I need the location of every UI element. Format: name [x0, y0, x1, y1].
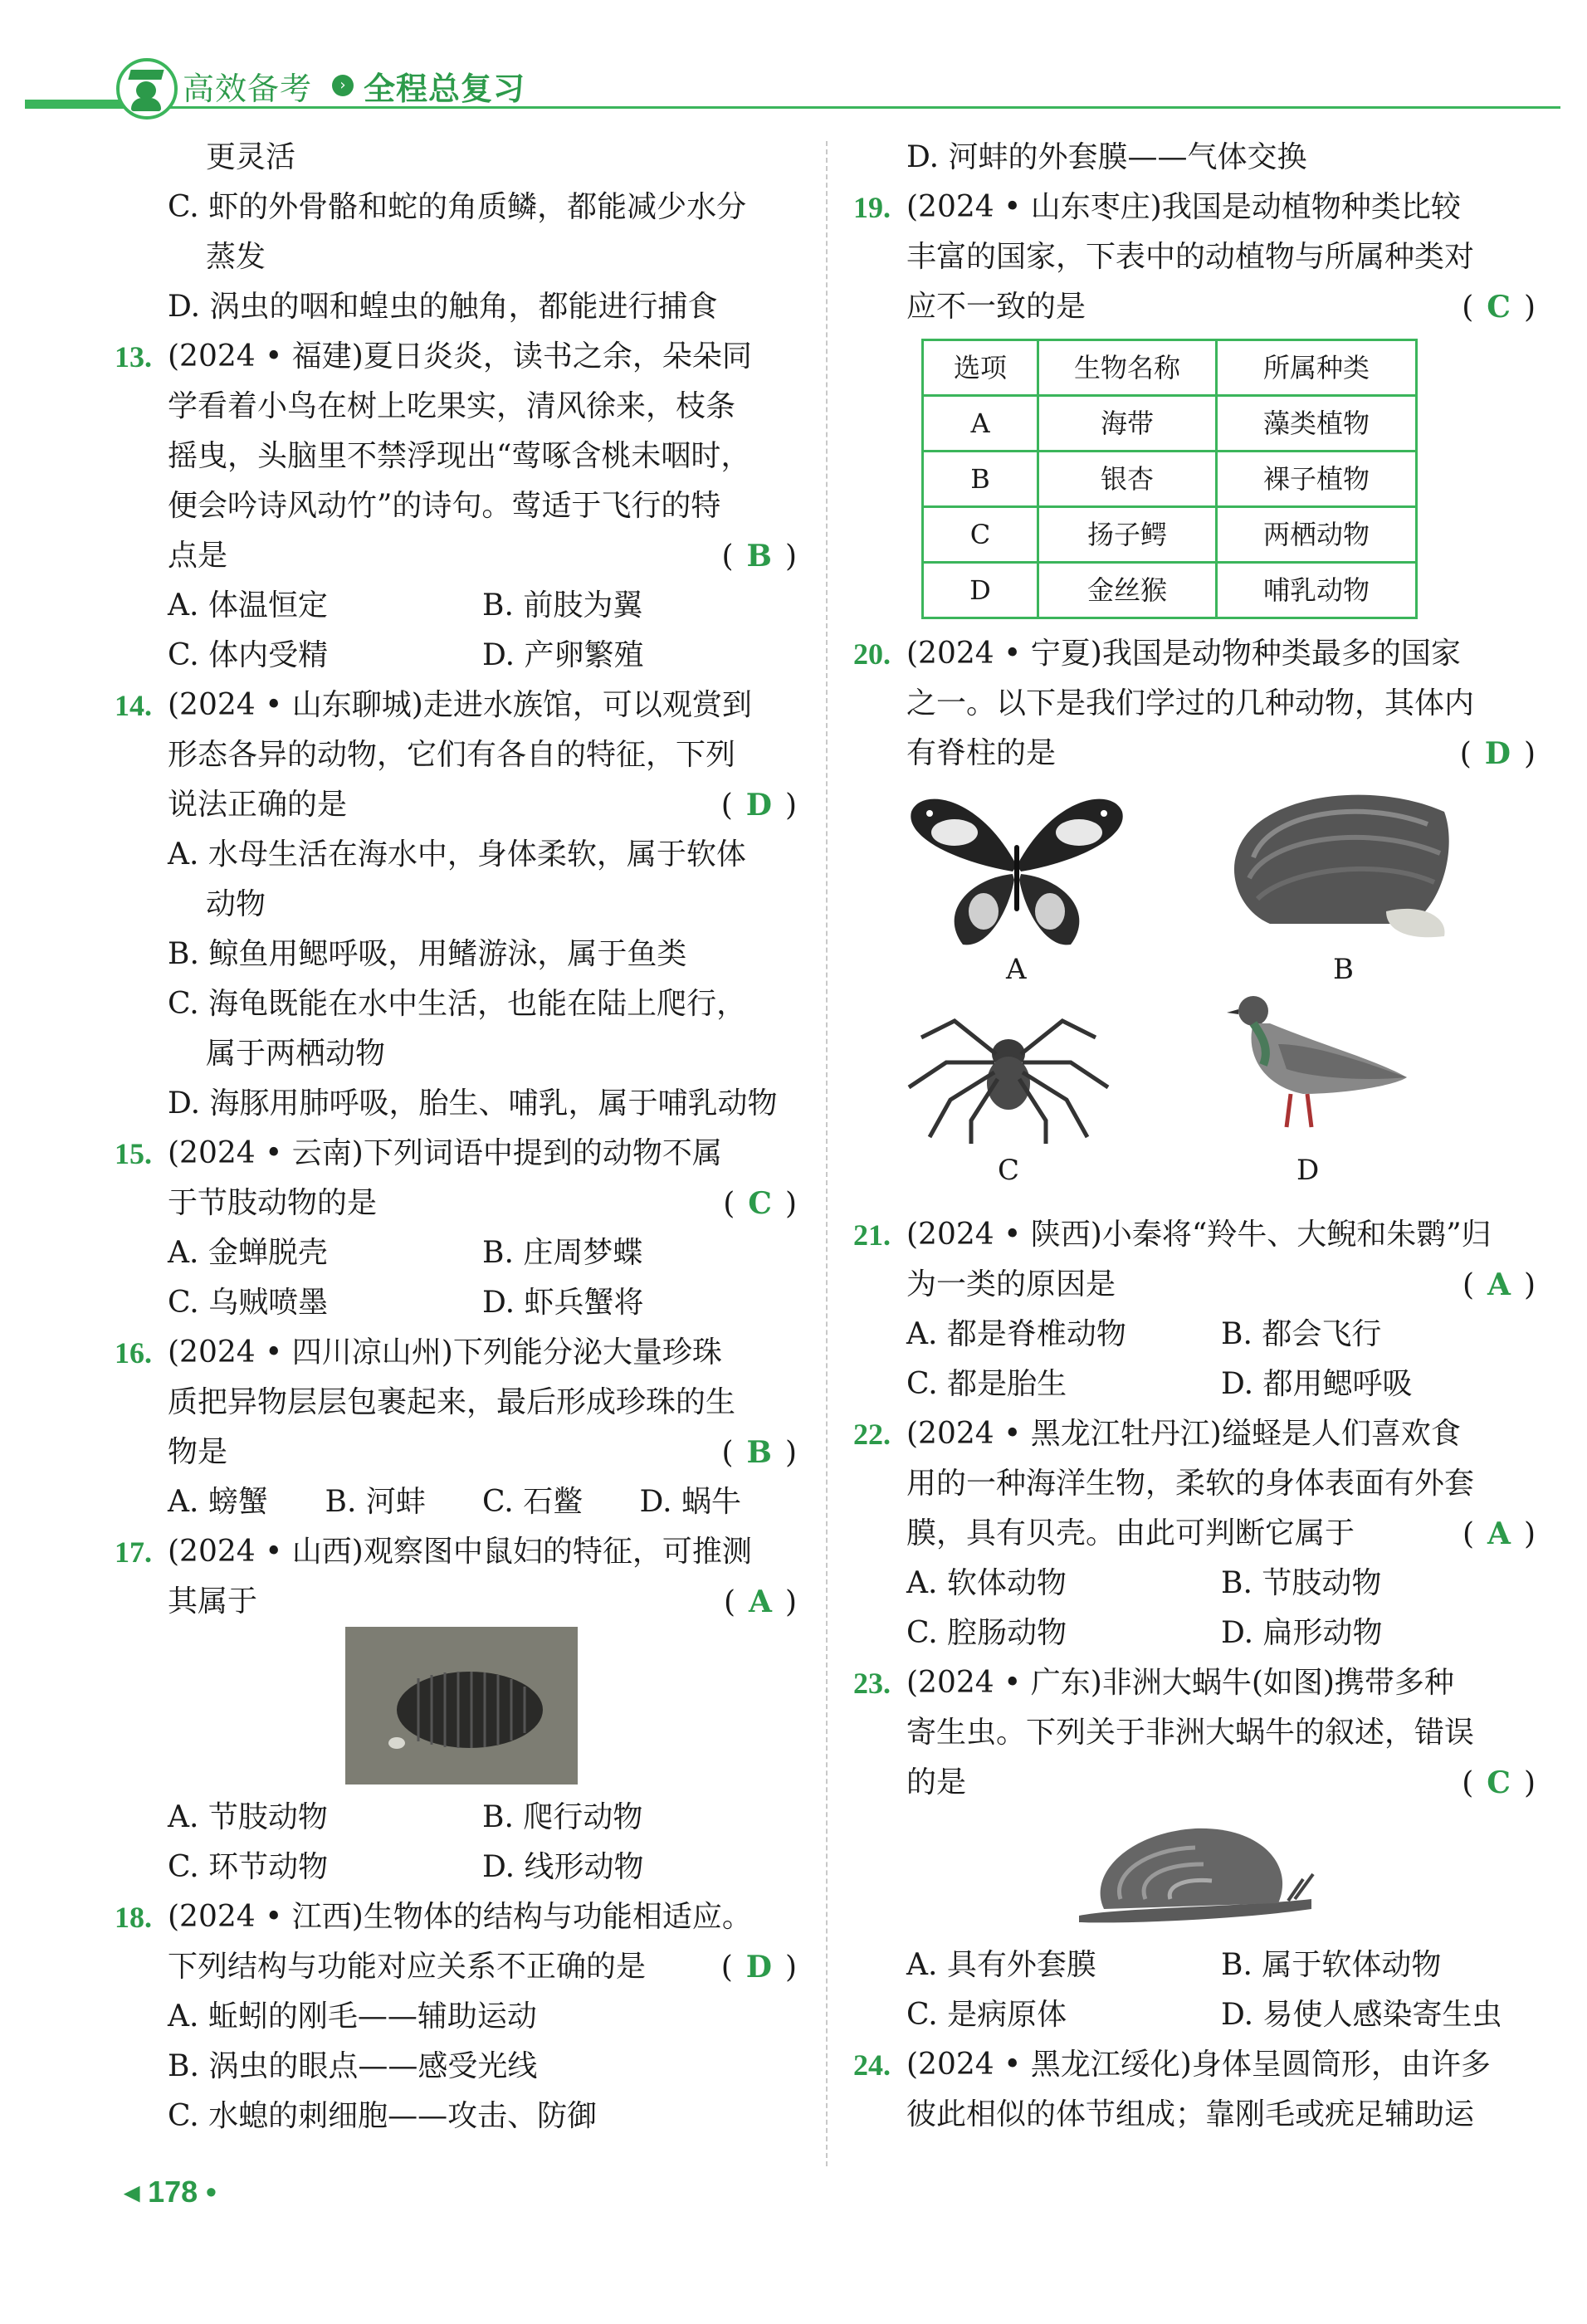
left-column [116, 133, 797, 2141]
table-cell: 金丝猴 [1038, 563, 1217, 618]
student-logo-icon [116, 58, 178, 120]
snail-image [1071, 1816, 1320, 1932]
answer-bracket: ( C ) [723, 1186, 797, 1221]
option-d: D. 线形动物 [482, 1850, 644, 1884]
table-cell: 裸子植物 [1217, 452, 1417, 507]
option-c: C. 环节动物 [168, 1850, 329, 1884]
answer-value: D [745, 788, 772, 823]
question-stem: 彼此相似的体节组成；靠刚毛或疣足辅助运 [906, 2097, 1475, 2131]
question-stem: 说法正确的是 [168, 788, 348, 822]
figure-label-c: C [998, 1154, 1020, 1187]
table-cell: 扬子鳄 [1038, 507, 1217, 563]
option-c-cont: 属于两栖动物 [206, 1037, 386, 1071]
table-header: 选项 [923, 340, 1038, 396]
option-d: D. 扁形动物 [1221, 1616, 1383, 1650]
question-number: 23. [853, 1667, 891, 1700]
option-b: B. 河蚌 [325, 1485, 426, 1519]
option-c: C. 腔肠动物 [906, 1616, 1067, 1650]
option-c: C. 体内受精 [168, 638, 329, 672]
option-c: C. 虾的外骨骼和蛇的角质鳞，都能减少水分 [168, 190, 747, 224]
answer-value: D [745, 1950, 772, 1985]
arrow-circle-icon: › [332, 75, 354, 96]
question-20 [855, 629, 1536, 1210]
question-stem: (2024 • 黑龙江绥化)身体呈圆筒形，由许多 [906, 2048, 1491, 2082]
question-stem: 有脊柱的是 [906, 736, 1057, 770]
option-b: B. 前肢为翼 [482, 588, 643, 622]
spider-image [905, 996, 1112, 1145]
question-stem: 寄生虫。下列关于非洲大蜗牛的叙述，错误 [906, 1716, 1475, 1750]
table-cell: C [923, 507, 1038, 563]
option-d: D. 产卵繁殖 [482, 638, 644, 672]
page-number: ◂ 178 • [125, 2175, 217, 2209]
answer-bracket: ( C ) [1462, 1765, 1536, 1800]
question-18 [116, 1892, 797, 2141]
answer-bracket: ( B ) [721, 1435, 797, 1470]
answer-bracket: ( A ) [723, 1584, 797, 1619]
question-stem: 丰富的国家，下表中的动植物与所属种类对 [906, 240, 1475, 274]
question-15 [116, 1129, 797, 1328]
table-cell: 哺乳动物 [1217, 563, 1417, 618]
option-d: D. 虾兵蟹将 [482, 1286, 644, 1320]
question-stem: 之一。以下是我们学过的几种动物，其体内 [906, 686, 1475, 720]
column-divider [826, 141, 828, 2166]
table-header-row [923, 340, 1417, 396]
page-header [0, 0, 1587, 116]
option-c: C. 乌贼喷墨 [168, 1286, 329, 1320]
option-d: D. 都用鳃呼吸 [1221, 1367, 1413, 1401]
table-cell: A [923, 396, 1038, 452]
question-number: 21. [853, 1218, 891, 1252]
figure-label-d: D [1296, 1154, 1320, 1187]
butterfly-image [905, 787, 1129, 953]
answer-value: B [746, 539, 772, 574]
answer-value: C [1487, 290, 1511, 325]
question-stem: 用的一种海洋生物，柔软的身体表面有外套 [906, 1467, 1475, 1501]
question-stem: 应不一致的是 [906, 290, 1086, 324]
option-d: D. 涡虫的咽和蝗虫的触角，都能进行捕食 [168, 290, 718, 324]
option-a-cont: 动物 [206, 887, 266, 921]
snail-figure [855, 1808, 1536, 1941]
question-23 [855, 1658, 1536, 2040]
question-19 [855, 183, 1536, 619]
question-stem: (2024 • 山东枣庄)我国是动植物种类比较 [906, 190, 1461, 224]
question-stem: 摇曳，头脑里不禁浮现出“莺啄含桃未咽时， [168, 439, 751, 473]
option-a: A. 螃蟹 [168, 1485, 268, 1519]
option-c: C. 是病原体 [906, 1998, 1067, 2032]
question-16 [116, 1328, 797, 1527]
option-d: D. 河蚌的外套膜——气体交换 [906, 140, 1307, 174]
answer-bracket: ( C ) [1462, 290, 1536, 325]
question-stem: (2024 • 云南)下列词语中提到的动物不属 [168, 1136, 722, 1170]
answer-bracket: ( B ) [721, 539, 797, 574]
pillbug-figure [116, 1627, 797, 1793]
option-d: D. 蜗牛 [639, 1485, 741, 1519]
question-stem: 质把异物层层包裹起来，最后形成珍珠的生 [168, 1385, 736, 1419]
answer-value: A [1487, 1267, 1511, 1302]
text-line: 蒸发 [206, 240, 266, 274]
option-a: A. 蚯蚓的刚毛——辅助运动 [168, 1999, 537, 2034]
question-number: 20. [853, 637, 891, 671]
answer-bracket: ( A ) [1462, 1267, 1536, 1302]
question-stem: (2024 • 山西)观察图中鼠妇的特征，可推测 [168, 1535, 752, 1569]
question-stem: (2024 • 黑龙江牡丹江)缢蛏是人们喜欢食 [906, 1417, 1461, 1451]
table-row [923, 563, 1417, 618]
option-c: C. 石鳖 [482, 1485, 584, 1519]
question-stem: (2024 • 山东聊城)走进水族馆，可以观赏到 [168, 688, 752, 722]
table-row [923, 507, 1417, 563]
book-subtitle: 全程总复习 [364, 71, 526, 107]
table-cell: 海带 [1038, 396, 1217, 452]
book-title: 高效备考 [183, 71, 313, 107]
option-a: A. 体温恒定 [168, 588, 328, 622]
question-number: 14. [115, 689, 152, 722]
answer-value: A [1487, 1516, 1511, 1551]
question-stem: 其属于 [168, 1584, 258, 1618]
question-stem: 于节肢动物的是 [168, 1186, 378, 1220]
answer-bracket: ( D ) [1459, 736, 1536, 771]
option-b: B. 庄周梦蝶 [482, 1236, 643, 1270]
figure-label-b: B [1333, 953, 1354, 986]
question-stem: 为一类的原因是 [906, 1267, 1116, 1301]
option-c: C. 海龟既能在水中生活，也能在陆上爬行， [168, 987, 747, 1021]
answer-value: D [1484, 736, 1511, 771]
question-13 [116, 332, 797, 681]
question-24 [855, 2040, 1536, 2140]
question-stem: 物是 [168, 1435, 228, 1469]
option-b: B. 鲸鱼用鳃呼吸，用鳍游泳，属于鱼类 [168, 937, 687, 971]
table-header: 生物名称 [1038, 340, 1217, 396]
answer-value: B [746, 1435, 772, 1470]
table-header: 所属种类 [1217, 340, 1417, 396]
question-stem: 学看着小鸟在树上吃果实，清风徐来，枝条 [168, 389, 736, 423]
question-stem: 膜，具有贝壳。由此可判断它属于 [906, 1516, 1355, 1550]
question-stem: 便会吟诗风动竹”的诗句。莺适于飞行的特 [168, 489, 721, 523]
right-column [855, 133, 1536, 2140]
option-b: B. 属于软体动物 [1221, 1948, 1442, 1982]
question-stem: (2024 • 宁夏)我国是动物种类最多的国家 [906, 637, 1461, 671]
question-number: 17. [115, 1536, 152, 1569]
answer-value: C [748, 1186, 772, 1221]
table-row [923, 396, 1417, 452]
question-number: 15. [115, 1137, 152, 1170]
question-number: 18. [115, 1901, 152, 1934]
option-a: A. 都是脊椎动物 [906, 1317, 1126, 1351]
table-cell: 银杏 [1038, 452, 1217, 507]
answer-bracket: ( D ) [720, 788, 797, 823]
answer-value: A [749, 1584, 772, 1619]
question-stem: 形态各异的动物，它们有各自的特征，下列 [168, 738, 736, 772]
question-number: 24. [853, 2048, 891, 2082]
option-d: D. 海豚用肺呼吸，胎生、哺乳，属于哺乳动物 [168, 1086, 778, 1120]
answer-value: C [1487, 1765, 1511, 1800]
question-stem: 下列结构与功能对应关系不正确的是 [168, 1950, 647, 1984]
question-stem: (2024 • 江西)生物体的结构与功能相适应。 [168, 1900, 752, 1934]
pigeon-image [1220, 986, 1411, 1144]
figure-label-a: A [1006, 953, 1027, 986]
table-cell: B [923, 452, 1038, 507]
question-stem: 点是 [168, 539, 228, 573]
question-14 [116, 681, 797, 1129]
table-cell: 两栖动物 [1217, 507, 1417, 563]
option-b: B. 涡虫的眼点——感受光线 [168, 2049, 538, 2083]
option-a: A. 金蝉脱壳 [168, 1236, 328, 1270]
question-number: 16. [115, 1336, 152, 1370]
pillbug-photo [345, 1627, 578, 1784]
option-d: D. 易使人感染寄生虫 [1221, 1998, 1502, 2032]
question-stem: (2024 • 福建)夏日炎炎，读书之余，朵朵同 [168, 339, 752, 374]
animal-figures [855, 779, 1536, 1210]
option-b: B. 爬行动物 [482, 1800, 643, 1834]
question-stem: (2024 • 陕西)小秦将“羚牛、大鲵和朱鹮”归 [906, 1218, 1492, 1252]
option-b: B. 都会飞行 [1221, 1317, 1382, 1351]
question-number: 22. [853, 1418, 891, 1451]
question-number: 19. [853, 191, 891, 224]
option-a: A. 节肢动物 [168, 1800, 328, 1834]
option-c: C. 都是胎生 [906, 1367, 1067, 1401]
question-stem: (2024 • 广东)非洲大蜗牛(如图)携带多种 [906, 1666, 1454, 1700]
option-a: A. 软体动物 [906, 1566, 1067, 1600]
option-b: B. 节肢动物 [1221, 1566, 1382, 1600]
option-c: C. 水螅的刺细胞——攻击、防御 [168, 2099, 598, 2133]
table-cell: 藻类植物 [1217, 396, 1417, 452]
clam-image [1220, 779, 1461, 945]
answer-bracket: ( D ) [720, 1950, 797, 1985]
table-cell: D [923, 563, 1038, 618]
answer-bracket: ( A ) [1462, 1516, 1536, 1551]
table-row [923, 452, 1417, 507]
question-22 [855, 1409, 1536, 1658]
question-number: 13. [115, 340, 152, 374]
option-a: A. 具有外套膜 [906, 1948, 1096, 1982]
species-table [921, 339, 1418, 619]
question-21 [855, 1210, 1536, 1409]
question-17 [116, 1527, 797, 1892]
question-stem: (2024 • 四川凉山州)下列能分泌大量珍珠 [168, 1335, 722, 1370]
option-a: A. 水母生活在海水中，身体柔软，属于软体 [168, 837, 746, 872]
text-line: 更灵活 [206, 140, 296, 174]
question-stem: 的是 [906, 1765, 967, 1799]
